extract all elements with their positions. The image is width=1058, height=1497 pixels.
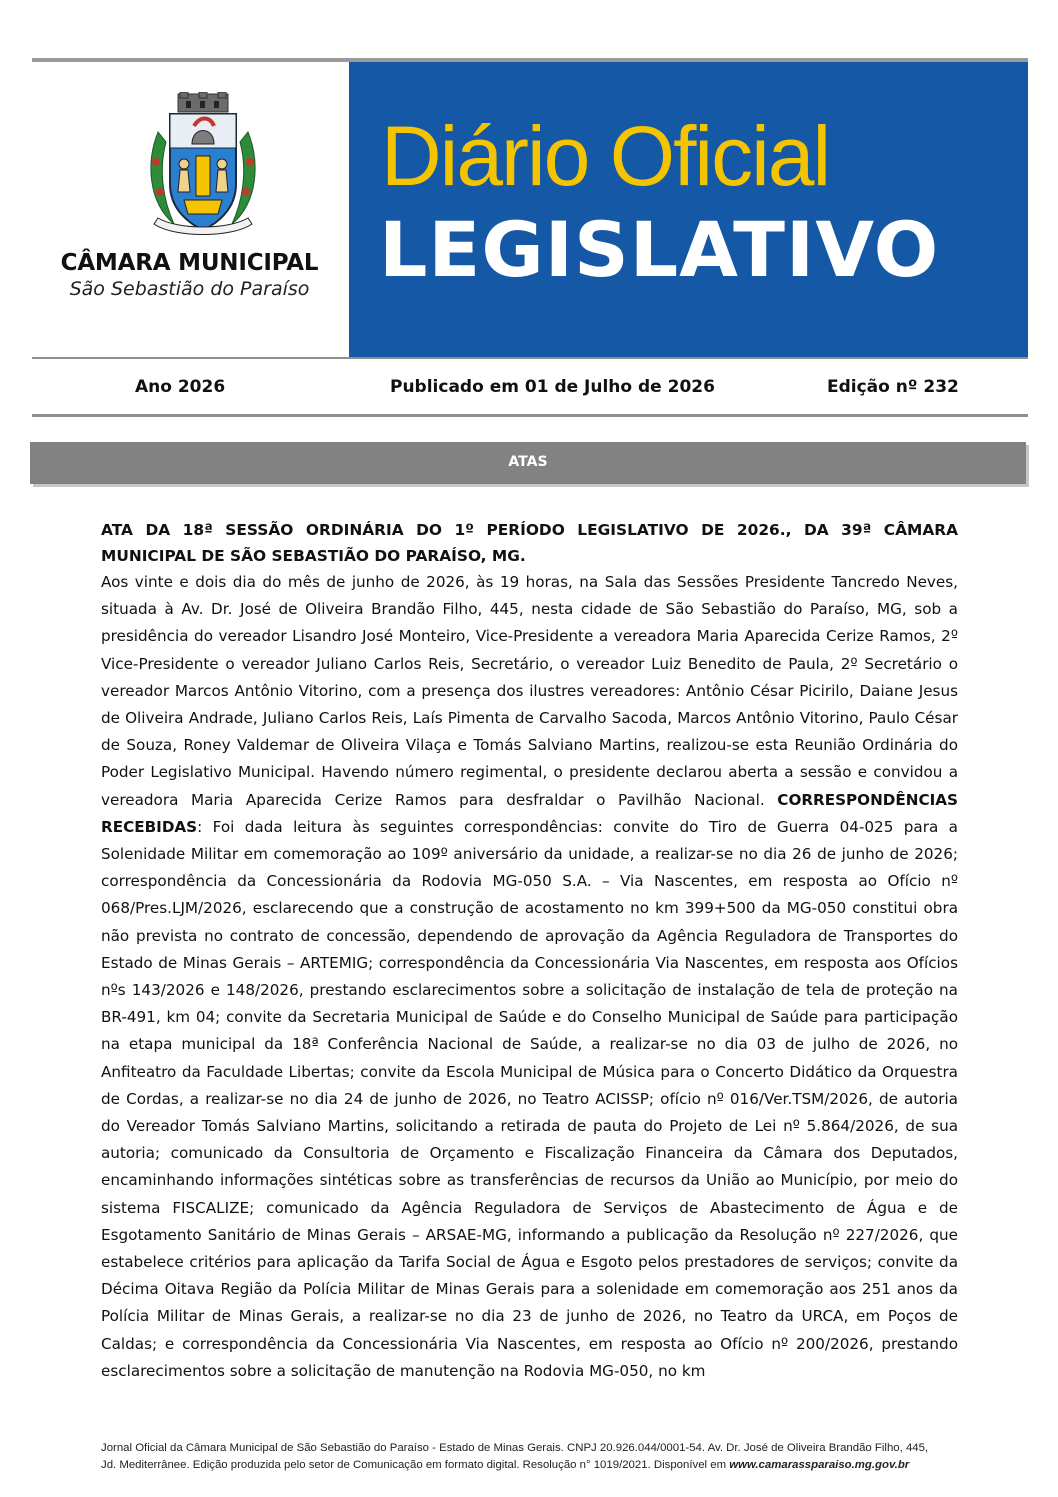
coat-of-arms-icon bbox=[144, 92, 262, 242]
masthead-title-line2: LEGISLATIVO bbox=[379, 205, 940, 294]
footer-line-2-text: Jd. Mediterrânee. Edição produzida pelo setor de Comunicação em formato digital. Resolução n° 1019/2021. Disponível em bbox=[101, 1459, 730, 1471]
chamber-brand bbox=[32, 62, 347, 358]
minutes-intro-text: Aos vinte e dois dia do mês de junho de 2026, às 19 horas, na Sala das Sessões Presidente Tancredo Neves, situada à Av. Dr. José de Oliveira Brandão Filho, 445, nesta cidade de São Sebastião do Paraíso, MG, sob a presidência do vereador Lisandro José Monteiro, Vice-Presidente a vereadora Maria Aparecida Cerize Ramos, 2º Vice-Presidente o vereador Juliano Carlos Reis, Secretário, o vereador Luiz Benedito de Paula, 2º Secretário o vereador Marcos Antônio Vitorino, com a presença dos ilustres vereadores: Antônio César Picirilo, Daiane Jesus de Oliveira Andrade, Juliano Carlos Reis, Laís Pimenta de Carvalho Sacoda, Marcos Antônio Vitorino, Paulo César de Souza, Roney Valdemar de Oliveira Vilaça e Tomás Salviano Martins, realizou-se esta Reunião Ordinária do Poder Legislativo Municipal. Havendo número regimental, o presidente declarou aberta a sessão e convidou a vereadora Maria Aparecida Cerize Ramos para desfraldar o Pavilhão Nacional. bbox=[101, 573, 958, 809]
issue-edition-number: Edição nº 232 bbox=[827, 377, 959, 397]
correspondence-text: : Foi dada leitura às seguintes correspondências: convite do Tiro de Guerra 04-025 para a Solenidade Militar em comemoração ao 109º aniversário da unidade, a realizar-se no dia 26 de junho de 2026; correspondência da Concessionária da Rodovia MG-050 S.A. – Via Nascentes, em resposta ao Ofício nº 068/Pres.LJM/2026, esclarecendo que a construção de acostamento no km 399+500 da MG-050 constitui obra não prevista no contrato de concessão, dependendo de aprovação da Agência Reguladora de Transportes do Estado de Minas Gerais – ARTEMIG; correspondência da Concessionária Via Nascentes, em resposta aos Ofícios nºs 143/2026 e 148/2026, prestando esclarecimentos sobre a solicitação de instalação de tela de proteção na BR-491, km 04; convite da Secretaria Municipal de Saúde e do Conselho Municipal de Saúde para participação na etapa municipal da 18ª Conferência Nacional de Saúde, a realizar-se no dia 03 de julho de 2026, no Anfiteatro da Faculdade Libertas; convite da Escola Municipal de Música para o Concerto Didático da Orquestra de Cordas, a realizar-se no dia 24 de junho de 2026, no Teatro ACISSP; ofício nº 016/Ver.TSM/2026, de autoria do Vereador Tomás Salviano Martins, solicitando a retirada de pauta do Projeto de Lei nº 5.864/2026, de sua autoria; comunicado da Consultoria de Orçamento e Fiscalização Financeira da Câmara dos Deputados, encaminhando informações sintéticas sobre as transferências de recursos da União ao Município, por meio do sistema FISCALIZE; comunicado da Agência Reguladora de Serviços de Abastecimento de Água e de Esgotamento Sanitário de Minas Gerais – ARSAE-MG, informando a publicação da Resolução nº 227/2026, que estabelece critérios para aplicação da Tarifa Social de Água e Esgoto pelos prestadores de serviços; convite da Décima Oitava Região da Polícia Militar de Minas Gerais para a solenidade em comemoração aos 251 anos da Polícia Militar de Minas Gerais, a realizar-se no dia 23 de junho de 2026, no Teatro da URCA, em Poços de Caldas; e correspondência da Concessionária Via Nascentes, em resposta ao Ofício nº 200/2026, prestando esclarecimentos sobre a solicitação de manutenção na Rodovia MG-050, no km bbox=[101, 817, 958, 1380]
issue-publication-date: Publicado em 01 de Julho de 2026 bbox=[390, 377, 715, 397]
page-footer bbox=[101, 1440, 1011, 1474]
footer-line-2 bbox=[101, 1457, 1011, 1474]
section-label: ATAS bbox=[508, 454, 548, 470]
minutes-heading: ATA DA 18ª SESSÃO ORDINÁRIA DO 1º PERÍODO LEGISLATIVO DE 2026., DA 39ª CÂMARA MUNICIPAL DE SÃO SEBASTIÃO DO PARAÍSO, MG. bbox=[101, 521, 958, 565]
footer-website-link[interactable]: www.camarassparaiso.mg.gov.br bbox=[729, 1459, 910, 1471]
minutes-body bbox=[101, 569, 958, 1385]
minutes-document bbox=[101, 517, 958, 1385]
header-divider bbox=[32, 357, 1028, 359]
masthead-title-line1: Diário Oficial bbox=[381, 109, 830, 203]
masthead-banner bbox=[349, 62, 1028, 358]
issue-meta-row bbox=[32, 377, 1028, 403]
correspondence-heading: CORRESPONDÊNCIAS RECEBIDAS bbox=[101, 790, 958, 836]
section-header-bar bbox=[30, 442, 1026, 484]
meta-divider bbox=[32, 414, 1028, 417]
city-name: São Sebastião do Paraíso bbox=[69, 278, 310, 300]
issue-year: Ano 2026 bbox=[135, 377, 226, 397]
chamber-name: CÂMARA MUNICIPAL bbox=[60, 250, 319, 276]
footer-line-1: Jornal Oficial da Câmara Municipal de São Sebastião do Paraíso - Estado de Minas Gerais. CNPJ 20.926.044/0001-54. Av. Dr. José de Oliveira Brandão Filho, 445, bbox=[101, 1442, 929, 1454]
